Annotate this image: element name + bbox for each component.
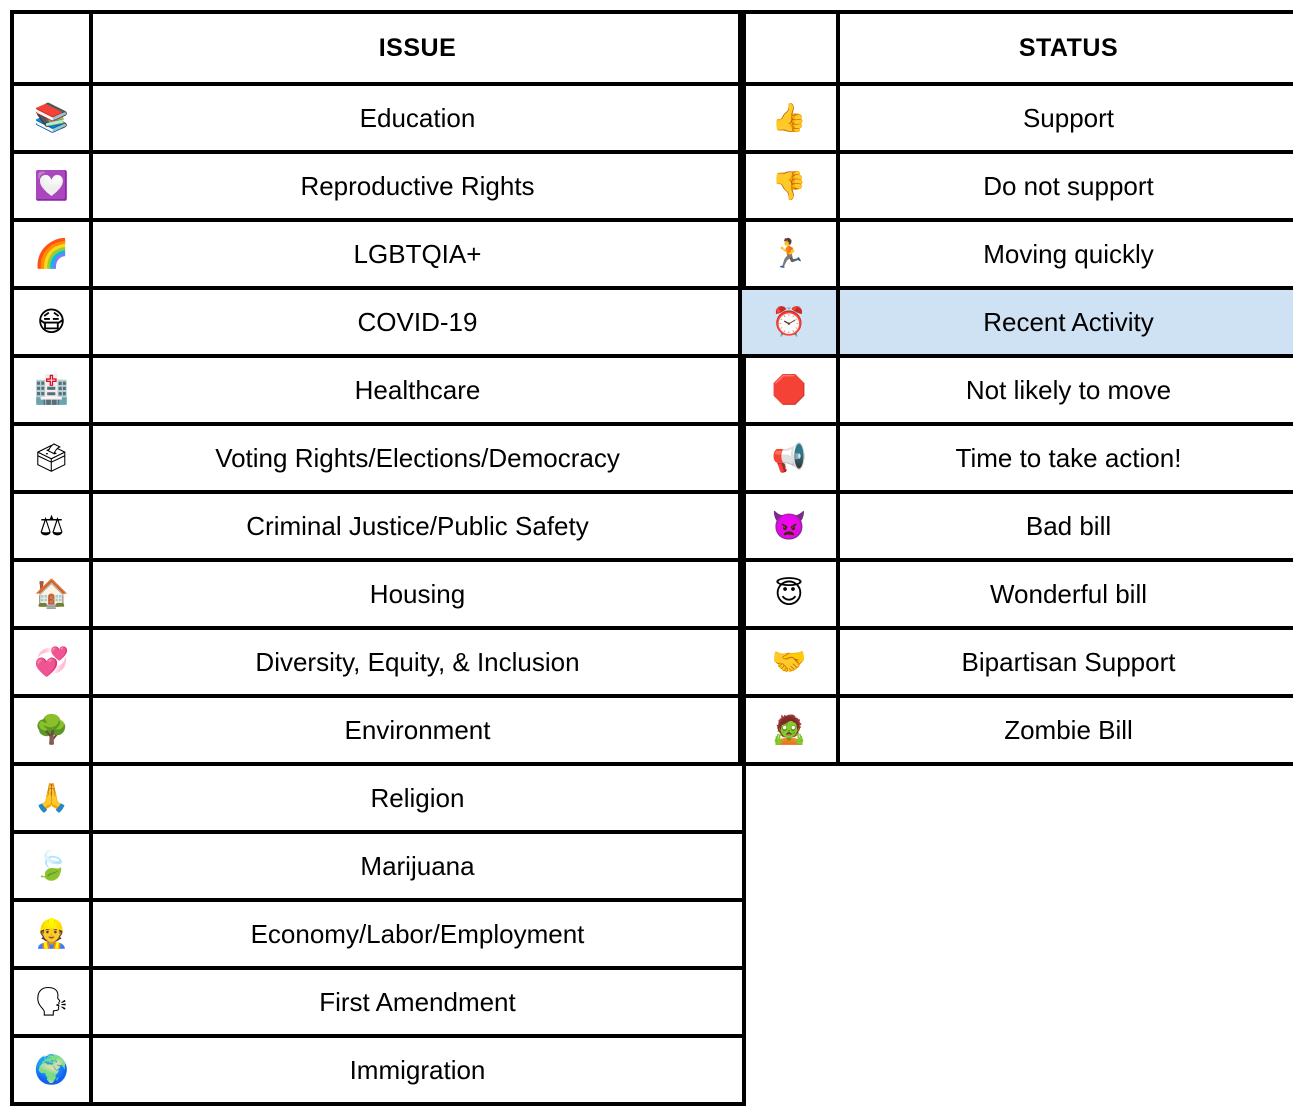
issue-row (12, 220, 744, 288)
issue-row (12, 492, 744, 560)
status-label: Time to take action! (838, 424, 1293, 492)
angry-devil-icon: 👿 (771, 509, 807, 542)
issue-icon-cell (12, 356, 91, 424)
issue-icon-cell (12, 764, 91, 832)
issue-label: LGBTQIA+ (91, 220, 744, 288)
status-label: Moving quickly (838, 220, 1293, 288)
status-label: Bad bill (838, 492, 1293, 560)
issue-label: Healthcare (91, 356, 744, 424)
balance-scale-icon: ⚖ (38, 509, 65, 542)
globe-icon: 🌍 (34, 1053, 69, 1086)
issue-label: Religion (91, 764, 744, 832)
status-label: Support (838, 84, 1293, 152)
issue-label: Education (91, 84, 744, 152)
issue-row (12, 424, 744, 492)
status-label: Wonderful bill (838, 560, 1293, 628)
status-icon-cell (740, 152, 838, 220)
status-icon-cell (740, 424, 838, 492)
issue-row (12, 628, 744, 696)
revolving-hearts-icon: 💞 (34, 645, 69, 678)
issue-icon-cell (12, 968, 91, 1036)
status-row (740, 288, 1293, 356)
status-icon-cell (740, 696, 838, 764)
status-row (740, 356, 1293, 424)
issue-icon-cell (12, 84, 91, 152)
issue-icon-cell (12, 1036, 91, 1104)
status-row (740, 628, 1293, 696)
status-label: Not likely to move (838, 356, 1293, 424)
status-row (740, 424, 1293, 492)
issue-icon-cell (12, 560, 91, 628)
issue-label: Economy/Labor/Employment (91, 900, 744, 968)
issue-label: Reproductive Rights (91, 152, 744, 220)
house-icon: 🏠 (34, 577, 69, 610)
angel-face-icon: 😇 (774, 577, 804, 610)
issue-row (12, 968, 744, 1036)
hospital-icon: 🏥 (34, 373, 69, 406)
thumbs-up-icon: 👍 (771, 101, 807, 134)
issue-icon-cell (12, 152, 91, 220)
status-row (740, 152, 1293, 220)
issue-icon-cell (12, 628, 91, 696)
issue-row (12, 900, 744, 968)
status-row (740, 696, 1293, 764)
status-header-row (740, 12, 1293, 84)
handshake-icon: 🤝 (771, 645, 807, 678)
speaking-head-icon: 🗣 (33, 985, 70, 1018)
issue-icon-cell (12, 424, 91, 492)
zombie-icon: 🧟 (771, 713, 807, 746)
issue-label: Diversity, Equity, & Inclusion (91, 628, 744, 696)
issue-row (12, 356, 744, 424)
folded-hands-icon: 🙏 (34, 781, 69, 814)
heart-decoration-icon: 💟 (34, 169, 69, 202)
issue-table (10, 10, 746, 1106)
issue-label: Immigration (91, 1036, 744, 1104)
issue-header-label: ISSUE (91, 12, 744, 84)
status-icon-cell (740, 560, 838, 628)
status-icon-cell (740, 84, 838, 152)
issue-icon-cell (12, 900, 91, 968)
megaphone-icon: 📢 (771, 441, 807, 474)
status-icon-cell (740, 288, 838, 356)
issue-label: COVID-19 (91, 288, 744, 356)
construction-worker-icon: 👷 (34, 917, 69, 950)
status-header-icon-cell (740, 12, 838, 84)
status-row (740, 220, 1293, 288)
status-icon-cell (740, 356, 838, 424)
status-icon-cell (740, 492, 838, 560)
issue-header-row (12, 12, 744, 84)
face-with-mask-icon: 😷 (36, 305, 67, 338)
leaf-fluttering-icon: 🍃 (34, 849, 69, 882)
ballot-box-icon: 🗳 (33, 441, 70, 474)
issue-label: Criminal Justice/Public Safety (91, 492, 744, 560)
issue-row (12, 1036, 744, 1104)
issue-icon-cell (12, 220, 91, 288)
thumbs-down-icon: 👎 (771, 169, 807, 202)
issue-icon-cell (12, 492, 91, 560)
status-label: Do not support (838, 152, 1293, 220)
issue-row (12, 84, 744, 152)
status-row (740, 492, 1293, 560)
issue-row (12, 152, 744, 220)
status-table (738, 10, 1293, 766)
issue-icon-cell (12, 696, 91, 764)
issue-label: Voting Rights/Elections/Democracy (91, 424, 744, 492)
status-label: Recent Activity (838, 288, 1293, 356)
issue-row (12, 832, 744, 900)
issue-header-icon-cell (12, 12, 91, 84)
issue-rows (12, 84, 744, 1104)
status-rows (740, 84, 1293, 764)
issue-label: First Amendment (91, 968, 744, 1036)
issue-label: Environment (91, 696, 744, 764)
status-header-label: STATUS (838, 12, 1293, 84)
rainbow-icon: 🌈 (34, 237, 69, 270)
issue-label: Marijuana (91, 832, 744, 900)
books-icon: 📚 (34, 101, 69, 134)
status-icon-cell (740, 628, 838, 696)
issue-icon-cell (12, 288, 91, 356)
alarm-clock-icon: ⏰ (771, 305, 807, 338)
issue-row (12, 764, 744, 832)
issue-row (12, 696, 744, 764)
issue-label: Housing (91, 560, 744, 628)
status-row (740, 84, 1293, 152)
status-row (740, 560, 1293, 628)
status-label: Zombie Bill (838, 696, 1293, 764)
issue-icon-cell (12, 832, 91, 900)
status-label: Bipartisan Support (838, 628, 1293, 696)
runner-icon: 🏃 (771, 237, 807, 270)
stop-sign-icon: 🛑 (771, 373, 807, 406)
tree-icon: 🌳 (34, 713, 69, 746)
issue-row (12, 288, 744, 356)
issue-row (12, 560, 744, 628)
status-icon-cell (740, 220, 838, 288)
